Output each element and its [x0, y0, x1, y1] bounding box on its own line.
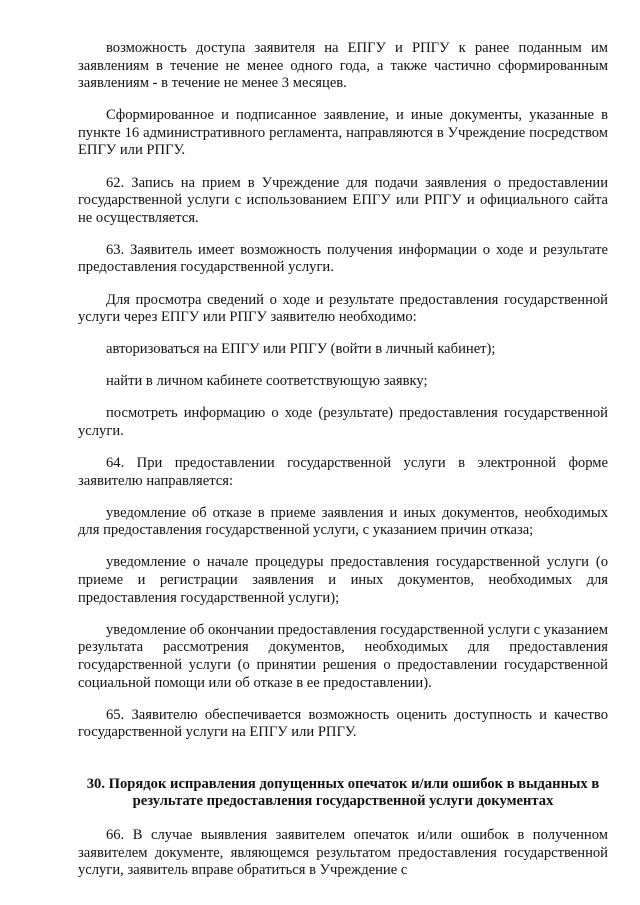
paragraph: возможность доступа заявителя на ЕПГУ и РПГУ к ранее поданным им заявлениям в течение не менее одного года, а также частично сформированным заявлениям - в течение не менее 3 месяцев.	[78, 40, 608, 92]
paragraph: уведомление об отказе в приеме заявления и иных документов, необходимых для предоставления государственной услуги, с указанием причин отказа;	[78, 504, 608, 539]
paragraph: Сформированное и подписанное заявление, и иные документы, указанные в пункте 16 административного регламента, направляются в Учреждение посредством ЕПГУ или РПГУ.	[78, 107, 608, 159]
paragraph: уведомление об окончании предоставления государственной услуги с указанием результата рассмотрения документов, необходимых для предоставления государственной услуги (о принятии решения о предоставлении государственной социальной помощи или об отказе в ее предоставлении).	[78, 621, 608, 691]
paragraph: 63. Заявитель имеет возможность получения информации о ходе и результате предоставления государственной услуги.	[78, 241, 608, 276]
section-heading: 30. Порядок исправления допущенных опечаток и/или ошибок в выданных в результате предоставления государственной услуги документах	[86, 775, 600, 810]
document-page	[78, 40, 608, 894]
paragraph: 62. Запись на прием в Учреждение для подачи заявления о предоставлении государственной услуги с использованием ЕПГУ или РПГУ и официального сайта не осуществляется.	[78, 174, 608, 226]
paragraph: Для просмотра сведений о ходе и результате предоставления государственной услуги через ЕПГУ или РПГУ заявителю необходимо:	[78, 291, 608, 326]
paragraph: найти в личном кабинете соответствующую заявку;	[106, 373, 428, 390]
paragraph: 64. При предоставлении государственной услуги в электронной форме заявителю направляется:	[78, 455, 608, 489]
paragraph: 66. В случае выявления заявителем опечаток и/или ошибок в полученном заявителем документе, являющемся результатом предоставления государственной услуги, заявитель вправе обратиться в Учреждение с	[78, 827, 608, 879]
paragraph: 65. Заявителю обеспечивается возможность оценить доступность и качество государственной услуги на ЕПГУ или РПГУ.	[78, 706, 608, 741]
paragraph: посмотреть информацию о ходе (результате) предоставления государственной услуги.	[78, 405, 608, 439]
paragraph: уведомление о начале процедуры предоставления государственной услуги (о приеме и регистрации заявления и иных документов, необходимых для предоставления государственной услуги);	[78, 554, 608, 606]
paragraph: авторизоваться на ЕПГУ или РПГУ (войти в личный кабинет);	[106, 341, 496, 358]
